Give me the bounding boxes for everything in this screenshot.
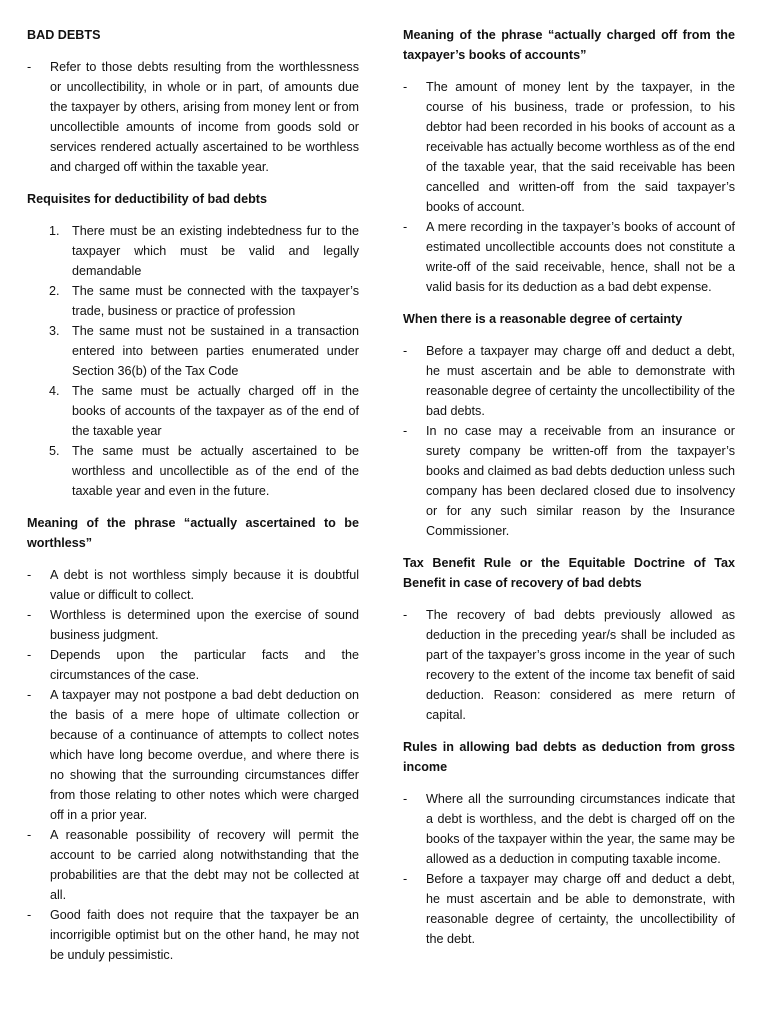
list-item: - The amount of money lent by the taxpayer, in the course of his business, trade or profession, to his debtor had been recorded in his books of account as a receivable has actually become worthless as of the end of the taxable year, that the said receivable has been cancelled and written-off from the said taxpayer’s books of account. bbox=[403, 77, 735, 217]
requisite-item bbox=[27, 381, 359, 441]
list-item: - Where all the surrounding circumstances indicate that a debt is worthless, and the debt is charged off on the books of the taxpayer within the year, the same may be allowed as a deduction in computing taxable income. bbox=[403, 789, 735, 869]
charged-off-list bbox=[403, 77, 735, 297]
definition-list bbox=[27, 57, 359, 177]
tax-benefit-list bbox=[403, 605, 735, 725]
requisite-number: 1. bbox=[49, 224, 60, 238]
requisite-number: 4. bbox=[49, 384, 60, 398]
list-item: - Depends upon the particular facts and the circumstances of the case. bbox=[27, 645, 359, 685]
requisite-item bbox=[27, 281, 359, 321]
list-item: - A taxpayer may not postpone a bad debt deduction on the basis of a mere hope of ultimate collection or because of a continuance of attempts to collect notes which have long become overdue, and where there is no showing that the surrounding circumstances differ from those relating to other notes which were charged off in a prior year. bbox=[27, 685, 359, 825]
requisite-text: The same must be connected with the taxpayer’s trade, business or practice of profession bbox=[72, 284, 359, 318]
worthless-list bbox=[27, 565, 359, 965]
requisite-item bbox=[27, 441, 359, 501]
list-item: - Before a taxpayer may charge off and deduct a debt, he must ascertain and be able to demonstrate, with reasonable degree of certainty, the uncollectibility of the debt. bbox=[403, 869, 735, 949]
list-item: - Worthless is determined upon the exercise of sound business judgment. bbox=[27, 605, 359, 645]
right-column bbox=[403, 25, 735, 949]
list-item: - In no case may a receivable from an insurance or surety company be written-off from the taxpayer’s books and claimed as bad debts deduction unless such company has been declared closed due to insolvency or for any such similar reason by the Insurance Commissioner. bbox=[403, 421, 735, 541]
requisite-number: 3. bbox=[49, 324, 60, 338]
rules-list bbox=[403, 789, 735, 949]
tax-benefit-heading: Tax Benefit Rule or the Equitable Doctrine of Tax Benefit in case of recovery of bad debts bbox=[403, 556, 735, 590]
requisites-list bbox=[27, 221, 359, 501]
list-item: - A mere recording in the taxpayer’s books of account of estimated uncollectible accounts does not constitute a write-off of the said receivable, hence, shall not be a valid basis for its deduction as a bad debt expense. bbox=[403, 217, 735, 297]
requisite-text: The same must be actually charged off in the books of accounts of the taxpayer as of the end of the taxable year bbox=[72, 384, 359, 438]
rules-heading: Rules in allowing bad debts as deduction from gross income bbox=[403, 740, 735, 774]
requisite-item bbox=[27, 221, 359, 281]
definition-item: - Refer to those debts resulting from the worthlessness or uncollectibility, in whole or in part, of amounts due the taxpayer by others, arising from money lent or from uncollectible amounts of income from goods sold or services rendered actually ascertained to be worthless and charged off within the taxable year. bbox=[27, 57, 359, 177]
list-item: - The recovery of bad debts previously allowed as deduction in the preceding year/s shall be included as part of the taxpayer’s gross income in the year of such recovery to the extent of the income tax benefit of said deduction. Reason: considered as mere return of capital. bbox=[403, 605, 735, 725]
title-bad-debts: BAD DEBTS bbox=[27, 28, 101, 42]
certainty-list bbox=[403, 341, 735, 541]
worthless-heading: Meaning of the phrase “actually ascertained to be worthless” bbox=[27, 516, 359, 550]
list-item: - Good faith does not require that the taxpayer be an incorrigible optimist but on the other hand, he may not be unduly pessimistic. bbox=[27, 905, 359, 965]
requisite-item bbox=[27, 321, 359, 381]
requisite-text: There must be an existing indebtedness fur to the taxpayer which must be valid and legally demandable bbox=[72, 224, 359, 278]
requisite-number: 2. bbox=[49, 284, 60, 298]
certainty-heading: When there is a reasonable degree of certainty bbox=[403, 312, 683, 326]
list-item: - A reasonable possibility of recovery will permit the account to be carried along notwithstanding that the probabilities are that the debt may not be collected at all. bbox=[27, 825, 359, 905]
requisites-heading: Requisites for deductibility of bad debts bbox=[27, 192, 268, 206]
list-item: - Before a taxpayer may charge off and deduct a debt, he must ascertain and be able to demonstrate with reasonable degree of certainty the uncollectibility of the bad debts. bbox=[403, 341, 735, 421]
charged-off-heading: Meaning of the phrase “actually charged off from the taxpayer’s books of accounts” bbox=[403, 28, 735, 62]
requisite-text: The same must be actually ascertained to be worthless and uncollectible as of the end of the taxable year and even in the future. bbox=[72, 444, 359, 498]
requisite-text: The same must not be sustained in a transaction entered into between parties enumerated under Section 36(b) of the Tax Code bbox=[72, 324, 359, 378]
list-item: - A debt is not worthless simply because it is doubtful value or difficult to collect. bbox=[27, 565, 359, 605]
left-column bbox=[27, 25, 359, 965]
requisite-number: 5. bbox=[49, 444, 60, 458]
